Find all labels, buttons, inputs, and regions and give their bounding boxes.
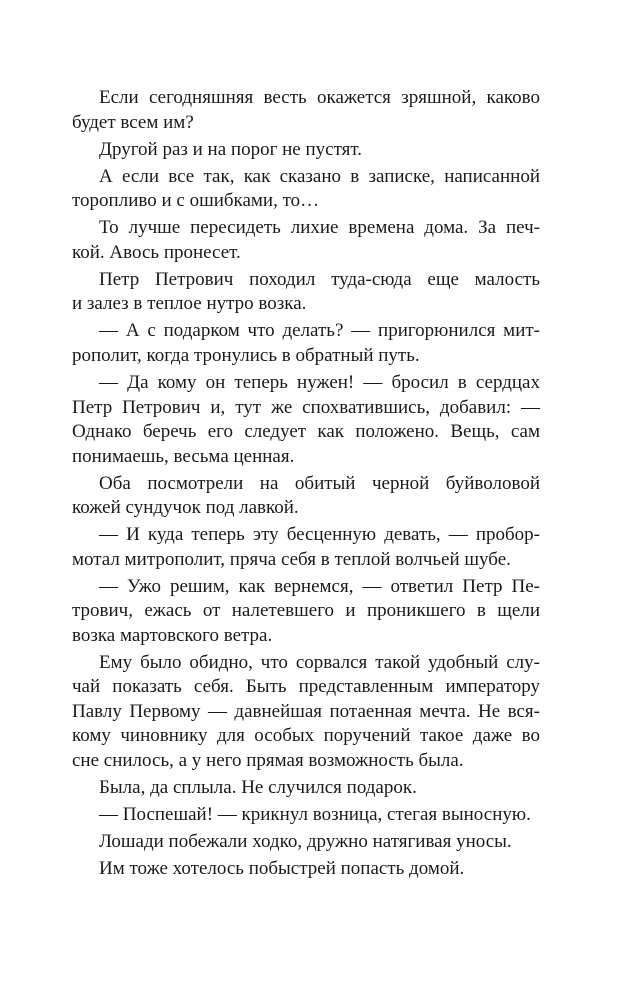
text-line: — А с подарком что делать? — пригорюнился мит- <box>99 320 540 342</box>
paragraph <box>72 830 540 855</box>
text-line: — И куда теперь эту бесценную девать, — пробор- <box>99 524 540 546</box>
text-line: сне снилось, а у него прямая возможность была. <box>72 749 464 771</box>
paragraph <box>72 86 540 135</box>
text-line: — Поспешай! — крикнул возница, стегая выносную. <box>99 804 531 826</box>
paragraph <box>72 776 540 801</box>
body-text <box>72 86 540 884</box>
paragraph <box>72 575 540 649</box>
text-line: Ему было обидно, что сорвался такой удобный слу- <box>99 651 540 673</box>
paragraph <box>72 803 540 828</box>
text-line: кожей сундучок под лавкой. <box>72 497 299 519</box>
paragraph <box>72 472 540 521</box>
text-line: чай показать себя. Быть представленным императору <box>72 676 540 698</box>
text-line: Лошади побежали ходко, дружно натягивая уносы. <box>99 831 512 853</box>
paragraph <box>72 268 540 317</box>
paragraph <box>72 138 540 163</box>
text-line: рополит, когда тронулись в обратный путь. <box>72 344 420 366</box>
text-line: возка мартовского ветра. <box>72 624 273 646</box>
text-line: То лучше пересидеть лихие времена дома. За печ- <box>99 217 540 239</box>
paragraph <box>72 371 540 469</box>
text-line: Петр Петрович походил туда-сюда еще малость <box>99 268 540 290</box>
text-line: Петр Петрович и, тут же спохватившись, добавил: — <box>72 396 540 418</box>
text-line: Другой раз и на порог не пустят. <box>99 138 362 160</box>
paragraph <box>72 319 540 368</box>
text-line: — Да кому он теперь нужен! — бросил в сердцах <box>99 372 540 394</box>
text-line: и залез в теплое нутро возка. <box>72 293 307 315</box>
text-line: кой. Авось пронесет. <box>72 241 241 263</box>
paragraph <box>72 651 540 774</box>
text-line: Была, да сплыла. Не случился подарок. <box>99 777 417 799</box>
text-line: Однако беречь его следует как положено. Вещь, сам <box>72 421 540 443</box>
text-line: трович, ежась от налетевшего и проникшего в щели <box>72 600 540 622</box>
paragraph <box>72 523 540 572</box>
paragraph <box>72 165 540 214</box>
text-line: торопливо и с ошибками, то… <box>72 190 320 212</box>
text-line: Им тоже хотелось побыстрей попасть домой. <box>99 858 465 880</box>
text-line: Павлу Первому — давнейшая потаенная мечта. Не вся- <box>72 700 540 722</box>
text-line: кому чиновнику для особых поручений такое даже во <box>72 725 540 747</box>
text-line: мотал митрополит, пряча себя в теплой волчьей шубе. <box>72 548 511 570</box>
text-line: понимаешь, весьма ценная. <box>72 445 295 467</box>
text-line: — Ужо решим, как вернемся, — ответил Петр Пе- <box>99 575 540 597</box>
text-line: А если все так, как сказано в записке, написанной <box>99 165 540 187</box>
text-line: Оба посмотрели на обитый черной буйволовой <box>99 472 540 494</box>
text-line: будет всем им? <box>72 111 194 133</box>
paragraph <box>72 216 540 265</box>
text-line: Если сегодняшняя весть окажется зряшной, каково <box>99 87 540 108</box>
paragraph <box>72 857 540 882</box>
